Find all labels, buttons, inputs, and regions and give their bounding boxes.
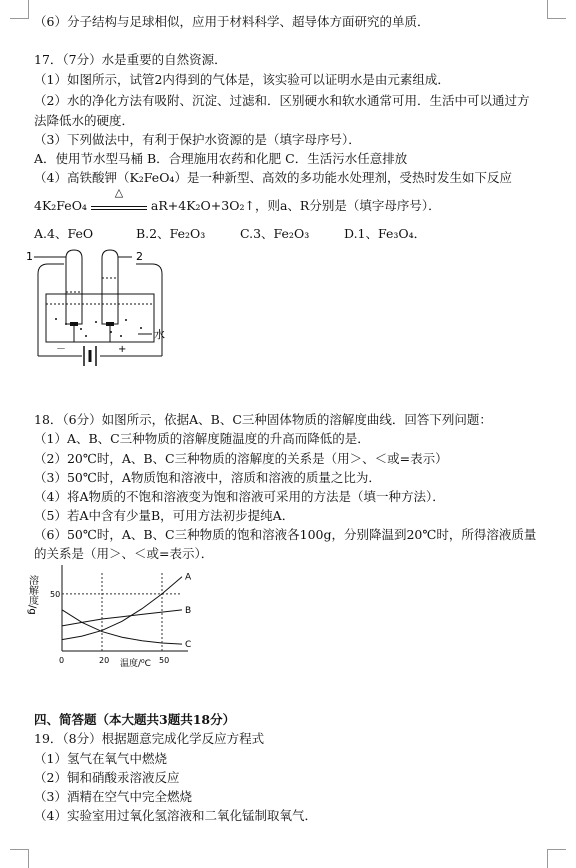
label-tube-2: 2: [136, 250, 143, 263]
q17-part3-options: A．使用节水型马桶 B．合理施用农药和化肥 C．生活污水任意排放: [34, 151, 408, 166]
q19-part3: （3）酒精在空气中完全燃烧: [34, 789, 192, 804]
corner-mark-top-right: [547, 0, 566, 19]
label-negative: －: [56, 344, 66, 355]
solubility-chart: [26, 563, 200, 681]
x-tick-label: 50: [159, 656, 170, 665]
chart-marks: [62, 573, 192, 650]
label-water: 水: [154, 328, 165, 341]
y-tick-label: 50: [50, 589, 61, 599]
electrolysis-apparatus-figure: [26, 244, 176, 384]
equation-products: aR+4K₂O+3O₂↑，则a、R分别是（填字母序号）．: [150, 198, 441, 213]
q16-part6: （6）分子结构与足球相似，应用于材料科学、超导体方面研究的单质．: [34, 14, 430, 29]
beaker: [46, 294, 154, 342]
q18-part6: （6）50℃时，A、B、C三种物质的饱和溶液各100g，分别降温到20℃时，所得溶液质量: [34, 527, 537, 542]
series-label-c: C: [185, 640, 192, 651]
frame-right-arm: [136, 264, 162, 274]
q19-part2: （2）铜和硝酸汞溶液反应: [34, 770, 180, 785]
q18-part5: （5）若A中含有少量B，可用方法初步提纯A．: [34, 508, 295, 523]
series-label-a: A: [185, 572, 192, 583]
frame-left-arm: [38, 264, 64, 274]
chart-x-axis-label: 温度/⁰C: [120, 659, 151, 669]
test-tube-2: [102, 250, 118, 324]
corner-mark-bottom-left: [10, 849, 29, 868]
choice-c: C.3、Fe₂O₃: [240, 226, 310, 241]
q17-part3: （3）下列做法中，有利于保护水资源的是（填字母序号）．: [34, 132, 361, 147]
q18-part1: （1）A、B、C三种物质的溶解度随温度的升高而降低的是．: [34, 431, 370, 446]
x-tick-label: 0: [59, 656, 65, 665]
q17-title: 17．（7分）水是重要的自然资源．: [34, 52, 227, 67]
label-tube-1: 1: [26, 250, 33, 263]
test-tube-1: [66, 250, 82, 324]
choice-d: D.1、Fe₃O₄．: [344, 226, 427, 241]
choice-a: A.4、FeO: [34, 226, 94, 241]
label-positive: +: [118, 344, 127, 355]
q18-part2: （2）20℃时，A、B、C三种物质的溶解度的关系是（用＞、＜或=表示）: [34, 451, 448, 466]
equation-reactant: 4K₂FeO₄: [34, 198, 87, 213]
series-line-a: [62, 577, 182, 640]
series-label-b: B: [185, 605, 192, 616]
delta-symbol: △: [114, 186, 124, 199]
q18-title: 18．（6分）如图所示，依据A、B、C三种固体物质的溶解度曲线．回答下列问题：: [34, 412, 492, 427]
q17-part2: （2）水的净化方法有吸附、沉淀、过滤和．区别硬水和软水通常可用．生活中可以通过方: [34, 93, 530, 108]
q18-part4: （4）将A物质的不饱和溶液变为饱和溶液可采用的方法是（填一种方法）．: [34, 489, 445, 504]
electrode-left: [70, 322, 78, 326]
q19-part1: （1）氢气在氧气中燃烧: [34, 751, 167, 766]
series-line-c: [62, 610, 182, 644]
q18-part3: （3）50℃时，A物质饱和溶液中，溶质和溶液的质量之比为．: [34, 470, 381, 485]
series-line-b: [62, 610, 182, 626]
q17-part2-cont: 法降低水的硬度．: [34, 113, 135, 128]
q19-part4: （4）实验室用过氧化氢溶液和二氧化锰制取氧气．: [34, 808, 317, 823]
equation-heat-arrow: [91, 186, 147, 210]
q19-title: 19．（8分）根据题意完成化学反应方程式: [34, 731, 265, 746]
corner-mark-top-left: [10, 0, 29, 19]
x-tick-label: 20: [99, 656, 110, 665]
q18-part6-cont: 的关系是（用＞、＜或=表示）．: [34, 546, 214, 561]
q17-part4: （4）高铁酸钾（K₂FeO₄）是一种新型、高效的多功能水处理剂，受热时发生如下反应: [34, 170, 512, 185]
choice-b: B.2、Fe₂O₃: [136, 226, 206, 241]
q17-choices: [34, 226, 426, 241]
electrode-right: [106, 322, 114, 326]
corner-mark-bottom-right: [547, 849, 566, 868]
q17-equation: [34, 186, 441, 213]
chart-y-axis-label: 溶解度/g: [26, 575, 38, 615]
section4-heading: 四、简答题（本大题共3题共18分）: [34, 712, 236, 727]
q17-part1: （1）如图所示，试管2内得到的气体是，该实验可以证明水是由元素组成．: [34, 72, 450, 87]
equals-line: [91, 206, 147, 210]
water-dots: [55, 318, 142, 337]
